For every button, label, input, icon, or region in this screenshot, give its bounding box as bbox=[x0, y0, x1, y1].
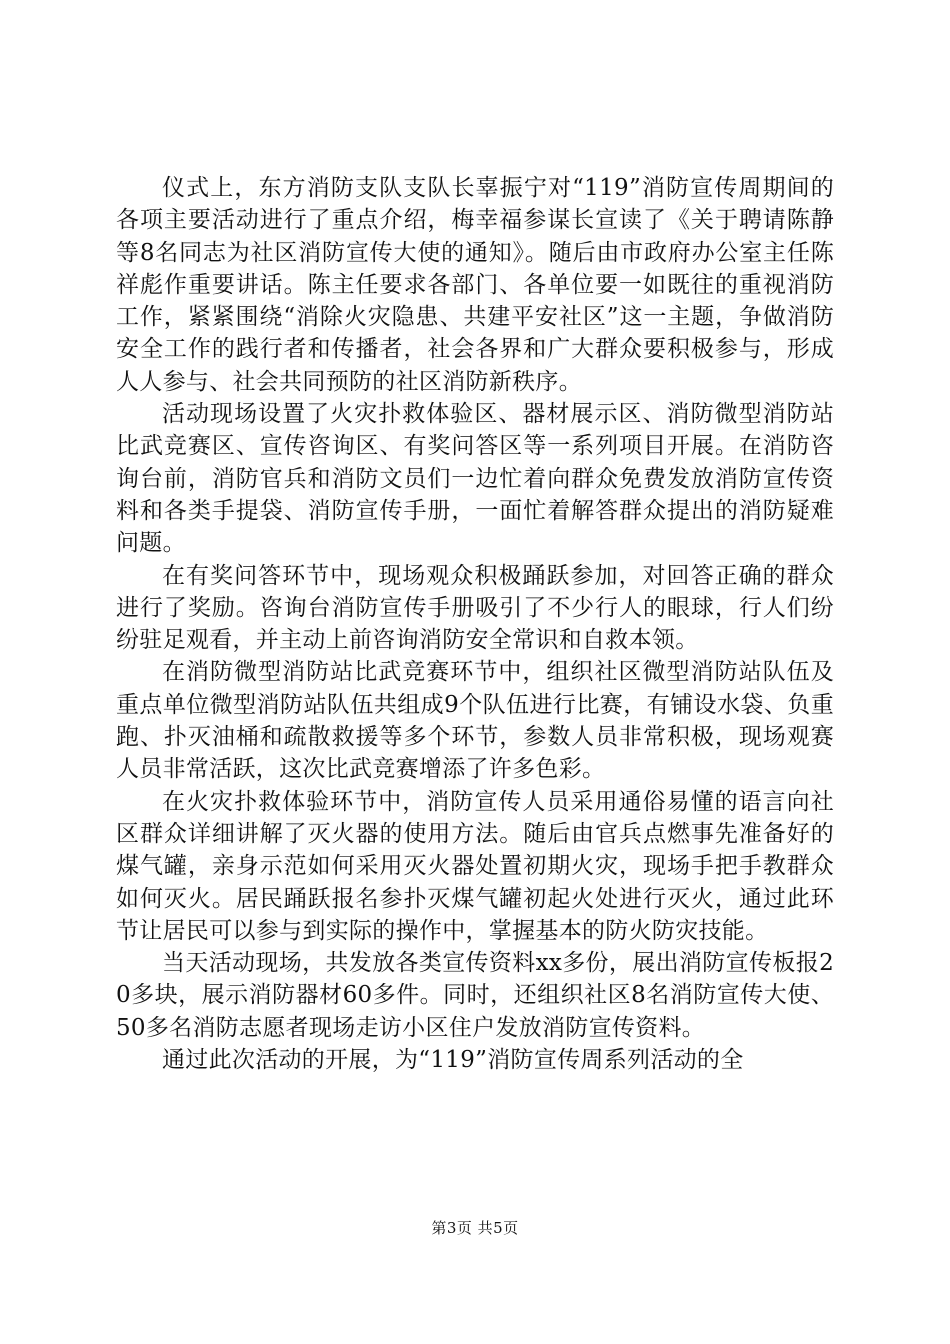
page-number-footer: 第3页 共5页 bbox=[431, 1219, 519, 1237]
document-body bbox=[116, 172, 834, 1076]
paragraph-activity-zones: 活动现场设置了火灾扑救体验区、器材展示区、消防微型消防站比武竞赛区、宣传咨询区、有奖问答区等一系列项目开展。在消防咨询台前，消防官兵和消防文员们一边忙着向群众免费发放消防宣传资料和各类手提袋、消防宣传手册，一面忙着解答群众提出的消防疑难问题。 bbox=[116, 401, 834, 557]
paragraph-fire-drill: 在火灾扑救体验环节中，消防宣传人员采用通俗易懂的语言向社区群众详细讲解了灭火器的使用方法。随后由官兵点燃事先准备好的煤气罐，亲身示范如何采用灭火器处置初期火灾，现场手把手教群众如何灭火。居民踊跃报名参扑灭煤气罐初起火处进行灭火，通过此环节让居民可以参与到实际的操作中，掌握基本的防火防灾技能。 bbox=[116, 788, 834, 944]
paragraph-competition: 在消防微型消防站比武竞赛环节中，组织社区微型消防站队伍及重点单位微型消防站队伍共组成9个队伍进行比赛，有铺设水袋、负重跑、扑灭油桶和疏散救援等多个环节，参数人员非常积极，现场观赛人员非常活跃，这次比武竞赛增添了许多色彩。 bbox=[116, 659, 834, 783]
paragraph-ceremony: 仪式上，东方消防支队支队长辜振宁对“119”消防宣传周期间的各项主要活动进行了重点介绍，梅幸福参谋长宣读了《关于聘请陈静等8名同志为社区消防宣传大使的通知》。随后由市政府办公室主任陈祥彪作重要讲话。陈主任要求各部门、各单位要一如既往的重视消防工作，紧紧围绕“消除火灾隐患、共建平安社区”这一主题，争做消防安全工作的践行者和传播者，社会各界和广大群众要积极参与，形成人人参与、社会共同预防的社区消防新秩序。 bbox=[116, 175, 834, 395]
paragraph-quiz: 在有奖问答环节中，现场观众积极踊跃参加，对回答正确的群众进行了奖励。咨询台消防宣传手册吸引了不少行人的眼球，行人们纷纷驻足观看，并主动上前咨询消防安全常识和自救本领。 bbox=[116, 562, 834, 654]
paragraph-conclusion: 通过此次活动的开展，为“119”消防宣传周系列活动的全 bbox=[162, 1047, 744, 1074]
paragraph-statistics: 当天活动现场，共发放各类宣传资料xx多份，展出消防宣传板报20多块，展示消防器材60多件。同时，还组织社区8名消防宣传大使、50多名消防志愿者现场走访小区住户发放消防宣传资料。 bbox=[116, 950, 834, 1041]
